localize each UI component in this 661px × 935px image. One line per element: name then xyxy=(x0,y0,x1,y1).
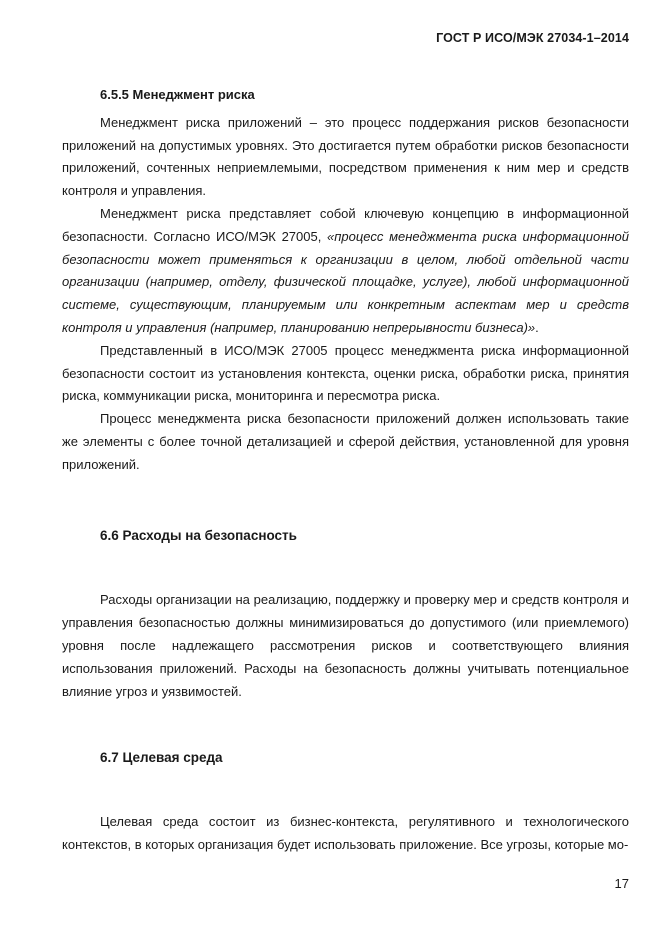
section-6-7-paragraph-1: Целевая среда состоит из бизнес-контекста, регулятивного и технологического контекстов, в которых организация будет использовать приложение. Все угрозы, которые мо- xyxy=(62,814,629,852)
paragraph-2-lead: Менеджмент риска представляет собой ключевую концепцию в информационной безопасности. Согласно ИСО/МЭК 27005, xyxy=(62,205,629,244)
document-header: ГОСТ Р ИСО/МЭК 27034-1–2014 xyxy=(436,31,629,45)
spacer xyxy=(62,477,629,525)
spacer xyxy=(62,547,629,589)
section-6-5-5-paragraph-4: Процесс менеджмента риска безопасности приложений должен использовать такие же элементы с более точной детализацией и сферой действия, установленной для уровня приложений. xyxy=(62,411,629,472)
iso-27005-quote: «процесс менеджмента риска информационной безопасности может применяться к организации в целом, любой отдельной части организации (например, отделу, физической площадке, услуге), любой информационной системе, существующим, планируемым или конкретным аспектам мер и средств контроля и управления (например, планированию непрерывности бизнеса)» xyxy=(62,228,630,335)
section-6-5-5-heading: 6.5.5 Менеджмент риска xyxy=(100,87,255,102)
spacer xyxy=(62,703,629,747)
section-6-5-5-paragraph-2 xyxy=(62,203,629,340)
section-6-6-paragraph-1: Расходы организации на реализацию, поддержку и проверку мер и средств контроля и управления безопасностью должны минимизироваться до допустимого (или приемлемого) уровня после надлежащего рассмотрения рисков и соответствующего влияния использования приложений. Расходы на безопасность должны учитывать потенциальное влияние угроз и уязвимостей. xyxy=(62,592,629,699)
section-6-6-heading: 6.6 Расходы на безопасность xyxy=(100,527,297,543)
section-6-5-5-paragraph-3: Представленный в ИСО/МЭК 27005 процесс менеджмента риска информационной безопасности состоит из установления контекста, оценки риска, обработки риска, принятия риска, коммуникации риска, мониторинга и пересмотра риска. xyxy=(62,342,629,404)
section-6-7-heading: 6.7 Целевая среда xyxy=(100,750,223,766)
page-number: 17 xyxy=(614,876,629,891)
spacer xyxy=(62,770,629,811)
page-content xyxy=(62,84,629,857)
section-6-5-5-paragraph-1: Менеджмент риска приложений – это процесс поддержания рисков безопасности приложений на допустимых уровнях. Это достигается путем обработки рисков безопасности приложений, сочтенных неприемлемыми, посредством применения к ним мер и средств контроля и управления. xyxy=(62,114,629,199)
paragraph-2-end: . xyxy=(535,319,539,335)
